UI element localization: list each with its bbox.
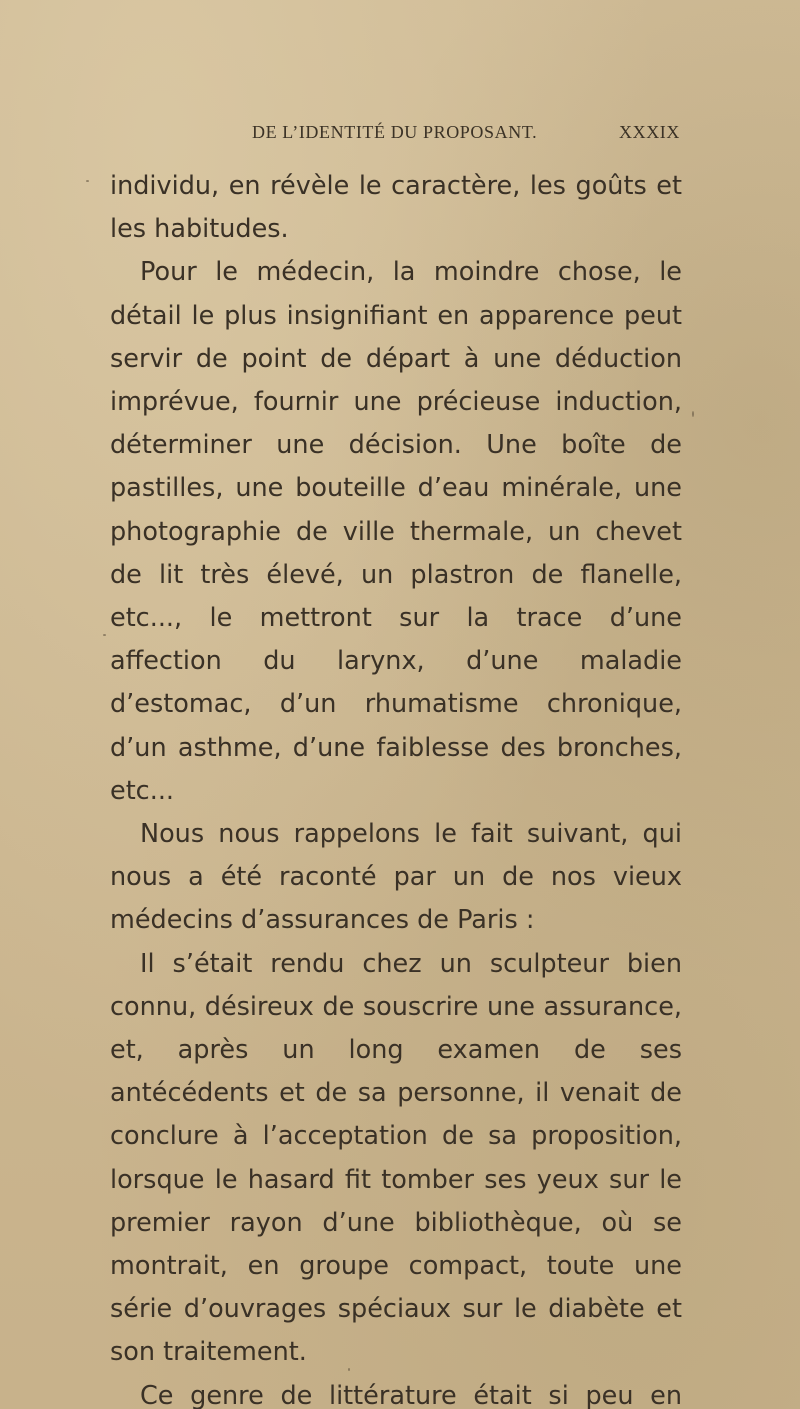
paper-speck [692, 411, 694, 417]
paper-speck [86, 180, 89, 182]
paragraph-literature: Ce genre de littérature était si peu en [140, 1380, 682, 1409]
page-number: XXXIX [619, 122, 680, 142]
body-text [110, 165, 682, 1409]
paragraph-continuation: individu, en révèle le caractère, les goûts et les habitudes. [110, 171, 682, 245]
paper-speck [103, 634, 106, 636]
running-header [252, 122, 680, 150]
paragraph-doctor-details: Pour le médecin, la moindre chose, le détail le plus insignifiant en apparence peut servir de point de départ à une déduction imprévue, fournir une précieuse induction, déterminer une décision. Une boîte de pastilles, une bouteille d’eau minérale, une photographie de ville thermale, un chevet de lit très élevé, un plastron de flanelle, etc..., le mettront sur la trace d’une affection du larynx, d’une maladie d’estomac, d’un rhumatisme chronique, d’un asthme, d’une faiblesse des bronches, etc... [110, 257, 682, 806]
paper-speck [348, 1368, 350, 1371]
paragraph-anecdote-intro: Nous nous rappelons le fait suivant, qui nous a été raconté par un de nos vieux médecins d’assurances de Paris : [110, 819, 682, 936]
running-title: DE L’IDENTITÉ DU PROPOSANT. [252, 122, 538, 142]
paragraph-sculptor-story: Il s’était rendu chez un sculpteur bien connu, désireux de souscrire une assurance, et, après un long examen de ses antécédents et de sa personne, il venait de conclure à l’acceptation de sa proposition, lorsque le hasard fit tomber ses yeux sur le premier rayon d’une bibliothèque, où se montrait, en groupe compact, toute une série d’ouvrages spéciaux sur le diabète et son traitement. [110, 948, 682, 1368]
